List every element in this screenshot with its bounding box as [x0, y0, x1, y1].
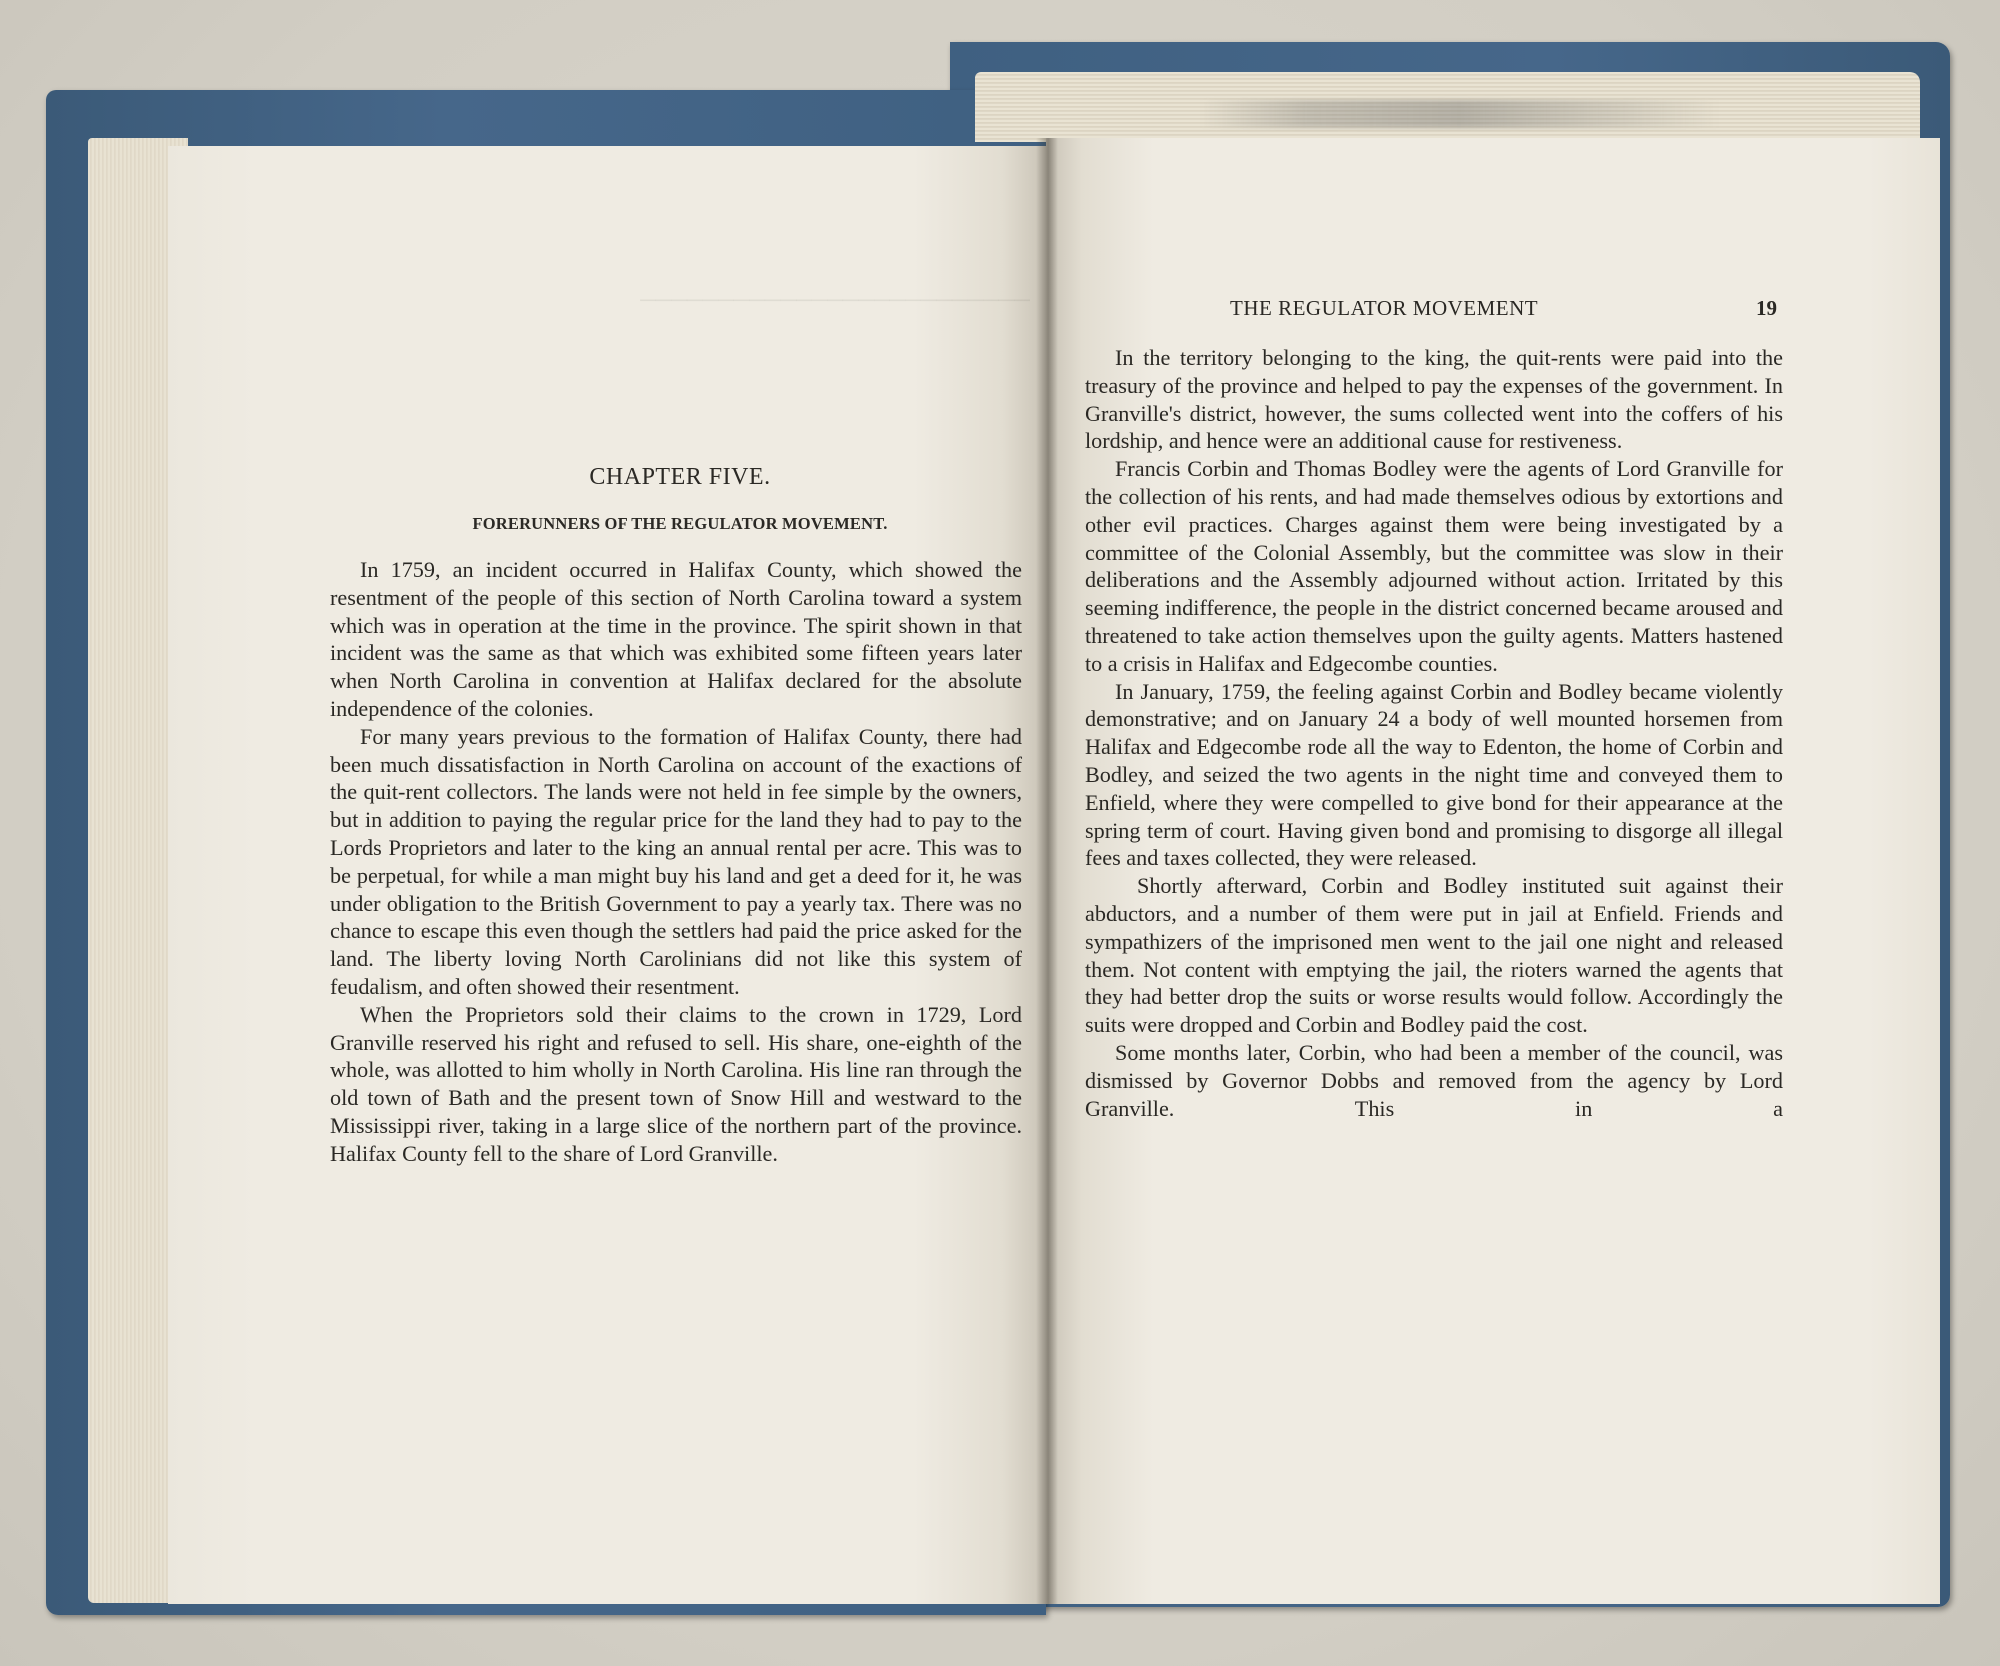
paragraph: In 1759, an incident occurred in Halifax County, which showed the resentment of the people of this section of North Carolina toward a system which was in operation at the time in the province. The spirit shown in that incident was the same as that which was exhibited some fifteen years later when North Carolina in convention at Halifax declared for the absolute independence of the colonies.: [330, 557, 1022, 721]
paragraph: Some months later, Corbin, who had been a member of the council, was dismissed by Governor Dobbs and removed from the agency by Lord Granville. This in a: [1085, 1039, 1783, 1121]
running-head: THE REGULATOR MOVEMENT: [1230, 296, 1539, 320]
paragraph: When the Proprietors sold their claims to the crown in 1729, Lord Granville reserved his right and refused to sell. His share, one-eighth of the whole, was allotted to him wholly in North Carolina. His line ran through the old town of Bath and the present town of Snow Hill and westward to the Mississippi river, taking in a large slice of the northern part of the province. Halifax County fell to the share of Lord Granville.: [330, 1001, 1022, 1166]
paragraph: In January, 1759, the feeling against Corbin and Bodley became violently demonstrative; and on January 24 a body of well mounted horsemen from Halifax and Edgecombe rode all the way to Edenton, the home of Corbin and Bodley, and seized the two agents in the night time and conveyed them to Enfield, where they were compelled to give bond for their appearance at the spring term of court. Having given bond and promising to disgorge all illegal fees and taxes collected, they were released.: [1085, 678, 1783, 871]
paragraph: For many years previous to the formation of Halifax County, there had been much dissatisfaction in North Carolina on account of the exactions of the quit-rent collectors. The lands were not held in fee simple by the owners, but in addition to paying the regular price for the land they had to pay to the Lords Proprietors and later to the king an annual rental per acre. This was to be perpetual, for while a man might buy his land and get a deed for it, he was under obligation to the British Government to pay a yearly tax. There was no chance to escape this even though the settlers had paid the price asked for the land. The liberty loving North Carolinians did not like this system of feudalism, and often showed their resentment.: [330, 723, 1022, 999]
paragraph: Shortly afterward, Corbin and Bodley instituted suit against their abductors, and a number of them were put in jail at Enfield. Friends and sympathizers of the imprisoned men went to the jail one night and released them. Not content with emptying the jail, the rioters warned the agents that they had better drop the suits or worse results would follow. Accordingly the suits were dropped and Corbin and Bodley paid the cost.: [1085, 873, 1783, 1038]
chapter-title: CHAPTER FIVE.: [589, 464, 771, 490]
right-page-body: [1085, 344, 1783, 1122]
page-edge-stamp: [1200, 100, 1720, 128]
paragraph: Francis Corbin and Thomas Bodley were the agents of Lord Granville for the collection of his rents, and had made themselves odious by extortions and other evil practices. Charges against them were being investigated by a committee of the Colonial Assembly, but the committee was slow in their deliberations and the Assembly adjourned without action. Irritated by this seeming indifference, the people in the district concerned became aroused and threatened to take action themselves upon the guilty agents. Matters hastened to a crisis in Halifax and Edgecombe counties.: [1085, 456, 1783, 676]
page-number: 19: [1756, 296, 1777, 320]
left-page-body: [330, 556, 1022, 1168]
book-gutter: [1036, 138, 1058, 1604]
paragraph: In the territory belonging to the king, the quit-rents were paid into the treasury of the province and helped to pay the expenses of the government. In Granville's district, however, the sums collected went into the coffers of his lordship, and hence were an additional cause for restiveness.: [1085, 345, 1783, 454]
chapter-subtitle: FORERUNNERS OF THE REGULATOR MOVEMENT.: [472, 514, 888, 533]
